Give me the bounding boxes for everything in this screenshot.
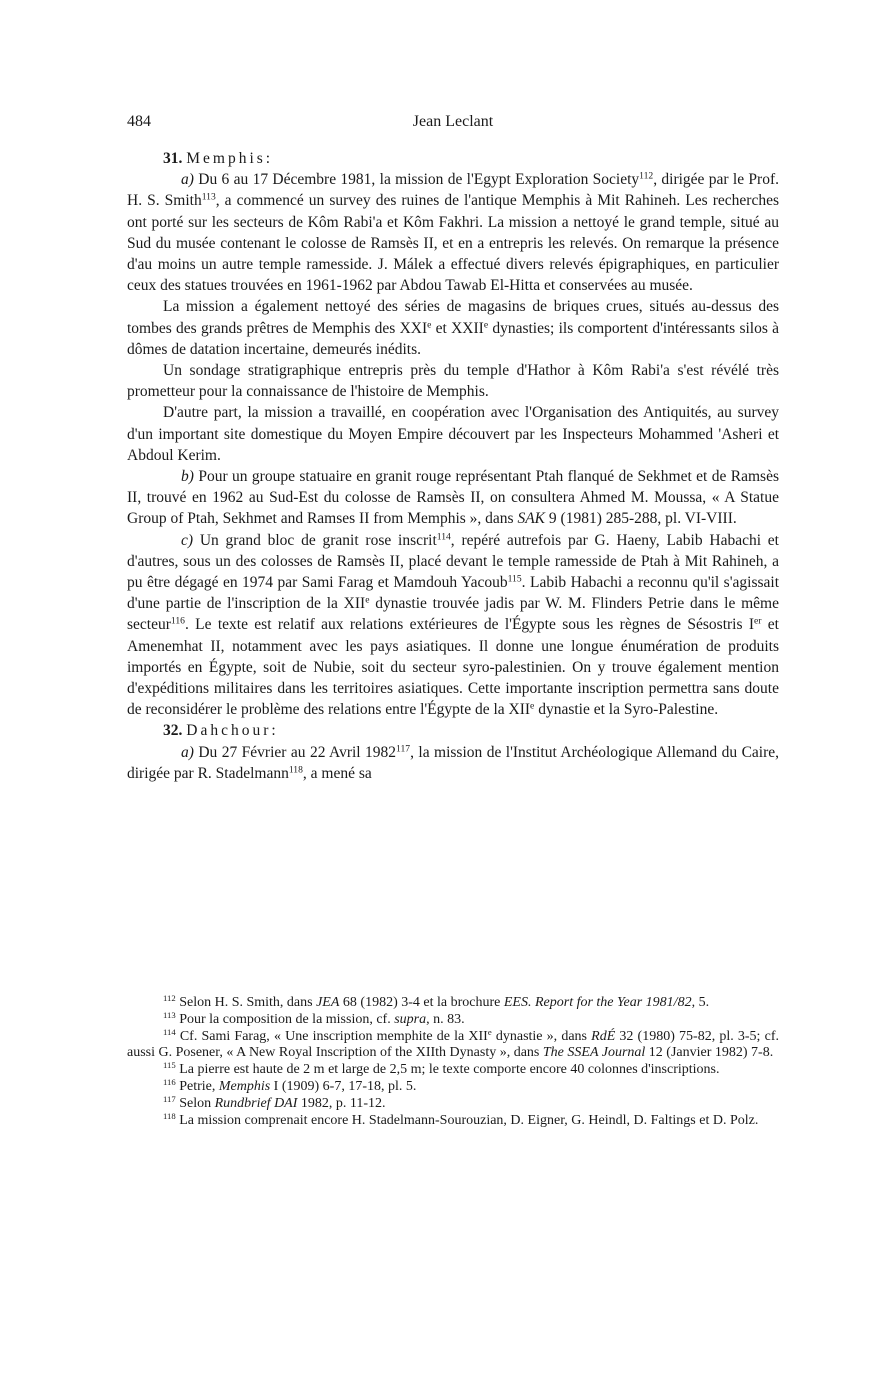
footnote-116 bbox=[127, 1079, 779, 1096]
section-heading-memphis bbox=[127, 148, 779, 169]
text-run: La mission a également nettoyé des séries de magasins de briques crues, situés au-dessus des tombes des grands prêtres de Memphis des XXI bbox=[127, 298, 779, 337]
superscript: e bbox=[530, 701, 535, 712]
footnote-number: 114 bbox=[163, 1026, 176, 1037]
running-title: Jean Leclant bbox=[412, 113, 494, 130]
footnote-ref: 117 bbox=[396, 743, 411, 755]
footnote-number: 113 bbox=[163, 1010, 176, 1021]
text-run: , n. 83. bbox=[426, 1011, 465, 1027]
footnote-ref: 112 bbox=[639, 170, 654, 182]
para-label: b) bbox=[181, 468, 194, 486]
journal-title: EES. Report for the Year 1981/82 bbox=[503, 995, 692, 1010]
text-run: dynastie et la Syro-Palestine. bbox=[534, 701, 719, 719]
footnote-114 bbox=[127, 1026, 779, 1063]
text-run: . Labib Habachi a reconnu qu'il s'agissait d'une partie de l'inscription de la XII bbox=[127, 574, 780, 613]
para-label: a) bbox=[181, 171, 194, 189]
text-run: et Amenemhat II, notamment avec les pays asiatiques. Il donne une longue énumération de produits importés en Égypte, soit de Nubie, soit du secteur syro-palestinien. On y trouve également mention d'expéditions militaires dans les territoires asiatiques. Cette importante inscription permettra sans doute de reconsidérer le problème des relations entre l'Égypte de la XII bbox=[127, 616, 779, 719]
text-run: Selon H. S. Smith, dans bbox=[175, 995, 317, 1010]
footnote-117 bbox=[127, 1096, 779, 1113]
section-number: 31. bbox=[163, 150, 183, 167]
text-run: , la mission de l'Institut Archéologique Allemand du Caire, dirigée par R. Stadelmann bbox=[127, 743, 780, 782]
text-run: Du 6 au 17 Décembre 1981, la mission de l'Egypt Exploration Society bbox=[193, 171, 640, 189]
text-run: . Le texte est relatif aux relations extérieures de l'Égypte sous les règnes de Sésostris I bbox=[184, 616, 755, 634]
footnote-number: 116 bbox=[163, 1077, 176, 1088]
footnote-115 bbox=[127, 1062, 779, 1079]
section-number: 32. bbox=[163, 722, 183, 740]
text-run: dynastie trouvée jadis par W. M. Flinders Petrie dans le même secteur bbox=[127, 595, 779, 634]
paragraph-a-dahchour bbox=[127, 742, 779, 784]
text-run: 9 (1981) 285-288, pl. VI-VIII. bbox=[545, 510, 737, 528]
footnote-number: 115 bbox=[163, 1060, 176, 1071]
superscript: er bbox=[754, 616, 762, 628]
footnote-number: 112 bbox=[163, 993, 176, 1004]
journal-title: SAK bbox=[517, 510, 546, 528]
journal-title: Rundbrief DAI bbox=[214, 1095, 298, 1111]
page-number: 484 bbox=[127, 113, 151, 130]
book-title: Memphis bbox=[218, 1078, 271, 1094]
text-run: , dirigée par le Prof. H. S. Smith bbox=[127, 171, 779, 210]
journal-title: RdÉ bbox=[591, 1028, 616, 1044]
footnote-112 bbox=[127, 995, 779, 1012]
text-run: La pierre est haute de 2 m et large de 2,5 m; le texte comporte encore 40 colonnes d'inscriptions. bbox=[175, 1062, 720, 1078]
text-run: Un grand bloc de granit rose inscrit bbox=[193, 531, 437, 549]
text-run: dynasties; ils comportent d'intéressants silos à dômes de datation incertaine, demeurés inédits. bbox=[127, 319, 780, 358]
journal-title: JEA bbox=[316, 995, 340, 1010]
footnote-number: 117 bbox=[163, 1094, 176, 1105]
section-title: Memphis: bbox=[186, 150, 274, 167]
text-run: 12 (Janvier 1982) 7-8. bbox=[645, 1045, 774, 1061]
main-text bbox=[127, 148, 779, 784]
text-run: Selon bbox=[175, 1095, 215, 1111]
text-run: Du 27 Février au 22 Avril 1982 bbox=[193, 743, 397, 761]
journal-title: The SSEA Journal bbox=[542, 1045, 646, 1061]
paragraph-survey: D'autre part, la mission a travaillé, en coopération avec l'Organisation des Antiquités, au survey d'un important site domestique du Moyen Empire découvert par les Inspecteurs Mohammed 'Asheri et Abdoul Kerim. bbox=[127, 404, 779, 464]
text-run: I (1909) 6-7, 17-18, pl. 5. bbox=[270, 1078, 417, 1094]
section-title: Dahchour: bbox=[186, 722, 279, 740]
text-run: La mission comprenait encore H. Stadelmann-Sourouzian, D. Eigner, G. Heindl, D. Faltings et D. Polz. bbox=[175, 1112, 759, 1128]
footnote-number: 118 bbox=[163, 1110, 176, 1121]
footnote-113 bbox=[127, 1012, 779, 1029]
text-run: , 5. bbox=[691, 995, 710, 1010]
text-run: Petrie, bbox=[175, 1078, 219, 1094]
text-run: , a commencé un survey des ruines de l'antique Memphis à Mit Rahineh. Les recherches ont porté sur les secteurs de Kôm Rabi'a et Kôm Fakhri. La mission a nettoyé le grand temple, situé au Sud du musée contenant le colosse de Ramsès II, et en a entrepris les relevés. On remarque la présence d'au moins un autre temple ramesside. J. Málek a effectué divers relevés épigraphiques, en particulier ceux des statues trouvées en 1961-1962 par Abdou Tawab El-Hitta et conservées au musée. bbox=[127, 192, 779, 295]
footnote-ref: 115 bbox=[507, 573, 522, 585]
footnote-ref: 114 bbox=[436, 531, 451, 543]
footnote-ref: 118 bbox=[288, 764, 303, 776]
footnote-ref: 116 bbox=[170, 616, 185, 628]
text-run: dynastie », dans bbox=[491, 1028, 592, 1044]
para-label: c) bbox=[181, 531, 194, 549]
paragraph-c-memphis bbox=[127, 530, 779, 721]
text-run: , repéré autrefois par G. Haeny, Labib Habachi et d'autres, sous un des colosses de Ramsès II, placé devant le temple ramesside de Ptah à Mit Rahineh, a pu être dégagé en 1974 par Sami Farag et Mamdouh Yacoub bbox=[127, 531, 779, 592]
superscript: e bbox=[427, 319, 432, 331]
text-run: 68 (1982) 3-4 et la brochure bbox=[339, 995, 504, 1010]
text-run: 32 (1980) 75-82, pl. 3-5; cf. aussi G. Posener, « A New Royal Inscription of the XIIth Dynasty », dans bbox=[127, 1028, 779, 1061]
text-run: Cf. Sami Farag, « Une inscription memphite de la XII bbox=[175, 1028, 488, 1044]
paragraph-b-memphis bbox=[127, 466, 779, 530]
text-run: 1982, p. 11-12. bbox=[297, 1095, 386, 1111]
text-run: , a mené sa bbox=[302, 764, 372, 782]
page-header bbox=[127, 113, 779, 135]
superscript: e bbox=[487, 1026, 492, 1037]
text-run: et XXII bbox=[431, 319, 484, 337]
footnote-ref: 113 bbox=[201, 192, 216, 204]
superscript: e bbox=[483, 319, 489, 331]
footnotes bbox=[127, 995, 779, 1129]
paragraph-magasins bbox=[127, 296, 779, 360]
footnote-118 bbox=[127, 1110, 779, 1130]
paragraph-sondage: Un sondage stratigraphique entrepris près du temple d'Hathor à Kôm Rabi'a s'est révélé très prometteur pour la connaissance de l'histoire de Memphis. bbox=[127, 362, 779, 401]
paragraph-a-memphis bbox=[127, 169, 779, 296]
para-label: a) bbox=[181, 743, 194, 761]
superscript: e bbox=[365, 594, 370, 606]
text-run: Pour un groupe statuaire en granit rouge représentant Ptah flanqué de Sekhmet et de Ramsès II, trouvé en 1962 au Sud-Est du colosse de Ramsès II, on consultera Ahmed M. Moussa, « A Statue Group of Ptah, Sekhmet and Ramses II from Memphis », dans bbox=[127, 468, 779, 528]
text-run: Pour la composition de la mission, cf. bbox=[175, 1011, 395, 1027]
section-heading-dahchour bbox=[127, 720, 779, 741]
italic-text: supra bbox=[394, 1011, 427, 1027]
